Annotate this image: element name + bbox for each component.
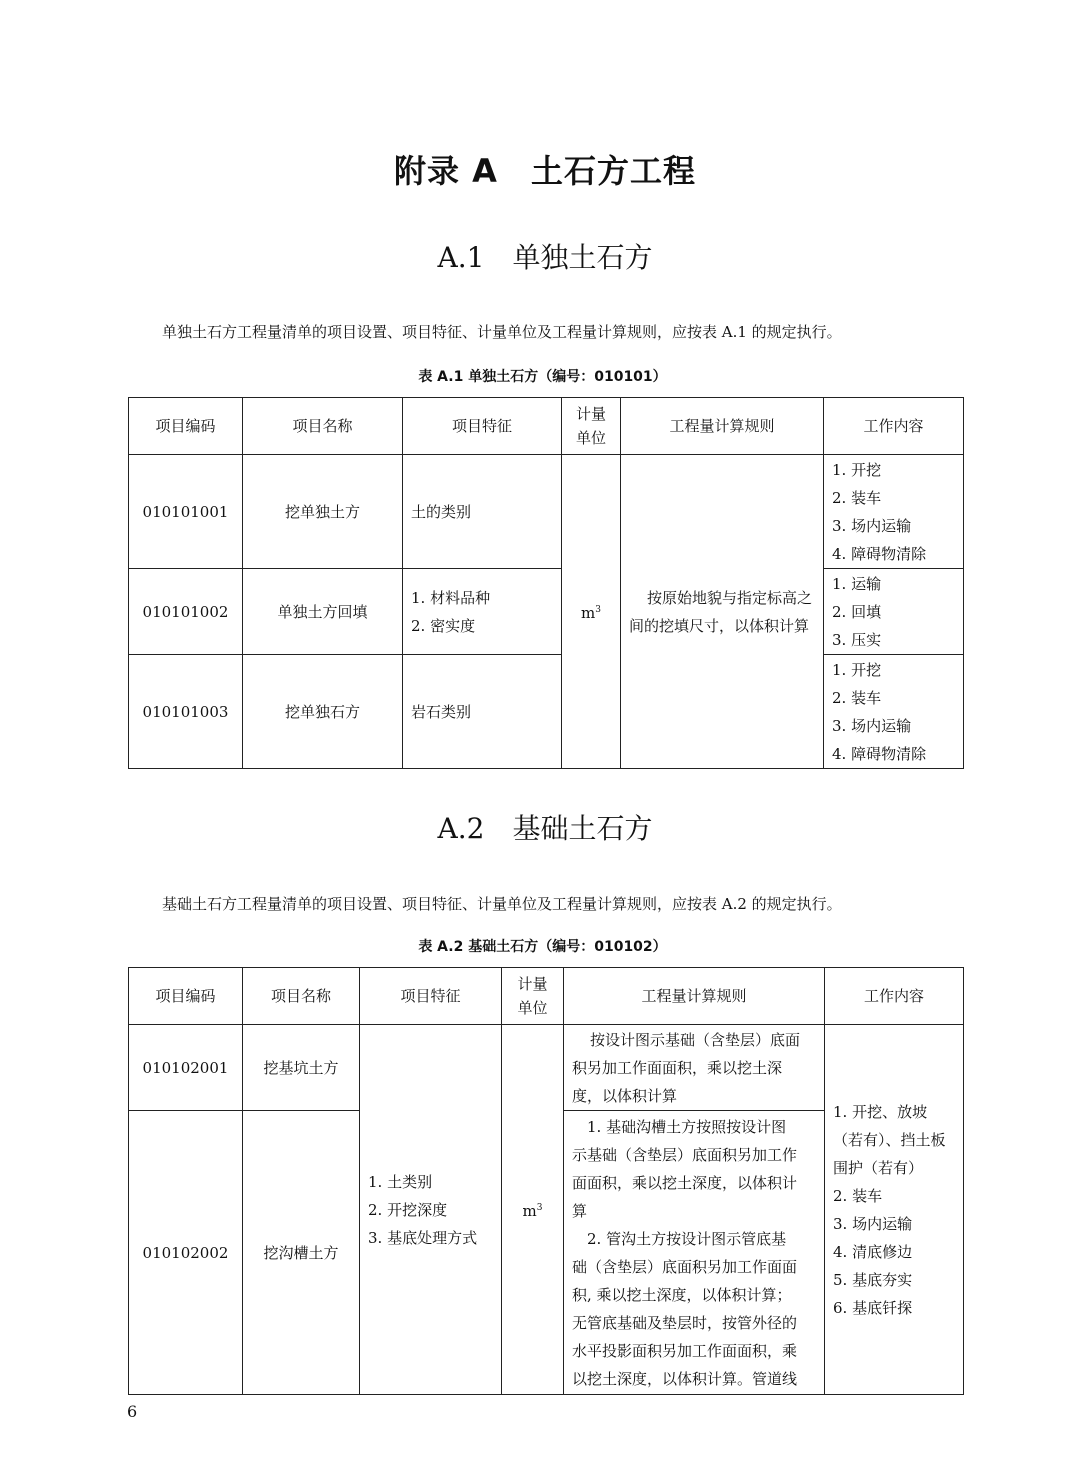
appendix-title: 附录 A 土石方工程 xyxy=(394,152,696,190)
header-code: 项目编码 xyxy=(129,968,243,1025)
header-code: 项目编码 xyxy=(129,398,243,455)
table-row xyxy=(129,569,964,655)
unit-superscript: 3 xyxy=(536,1203,543,1213)
item-feature xyxy=(403,655,562,769)
work-line: 3. 压实 xyxy=(832,630,882,649)
item-feature xyxy=(360,1025,502,1395)
rule-cell xyxy=(564,1111,825,1395)
unit-superscript: 3 xyxy=(595,605,601,615)
page-number: 6 xyxy=(127,1402,138,1421)
work-line: 1. 开挖、放坡（若有）、挡土板围护（若有） xyxy=(833,1102,946,1177)
work-line: 3. 场内运输 xyxy=(833,1214,913,1233)
item-feature xyxy=(403,455,562,569)
header-feature: 项目特征 xyxy=(360,968,502,1025)
work-cell xyxy=(825,1025,964,1395)
feature-line: 2. 密实度 xyxy=(411,616,476,635)
item-code: 010101003 xyxy=(129,655,243,769)
item-name: 挖单独石方 xyxy=(243,655,403,769)
header-name: 项目名称 xyxy=(243,398,403,455)
work-line: 2. 装车 xyxy=(832,488,882,507)
feature-line: 岩石类别 xyxy=(411,702,472,721)
rule-line: 积另加工作面面积，乘以挖土深 xyxy=(572,1058,783,1077)
header-rule: 工程量计算规则 xyxy=(564,968,825,1025)
work-line: 3. 场内运输 xyxy=(832,516,912,535)
table-caption-a1: 表 A.1 单独土石方（编号：010101） xyxy=(418,369,667,385)
rule-line: 无管底基础及垫层时，按管外径的 xyxy=(572,1313,798,1332)
rule-line: 础（含垫层）底面积另加工作面面 xyxy=(572,1257,798,1276)
table-header-row xyxy=(129,398,964,455)
rule-line: 积, 乘以挖土深度，以体积计算； xyxy=(572,1285,792,1304)
table-a2 xyxy=(128,967,964,1395)
rule-line: 面面积，乘以挖土深度，以体积计 xyxy=(572,1173,798,1192)
item-code: 010101002 xyxy=(129,569,243,655)
work-line: 4. 清底修边 xyxy=(833,1242,913,1261)
table-a1 xyxy=(128,397,964,769)
table-header-row xyxy=(129,968,964,1025)
unit-cell xyxy=(502,1025,564,1395)
work-cell xyxy=(824,569,964,655)
item-feature xyxy=(403,569,562,655)
item-code: 010102002 xyxy=(129,1111,243,1395)
table-row xyxy=(129,1025,964,1111)
header-feature: 项目特征 xyxy=(403,398,562,455)
header-name: 项目名称 xyxy=(243,968,360,1025)
item-name: 单独土方回填 xyxy=(243,569,403,655)
rule-line: 以挖土深度，以体积计算。管道线 xyxy=(572,1369,798,1388)
section-title-a1: A.1 单独土石方 xyxy=(437,241,653,274)
rule-cell xyxy=(564,1025,825,1111)
unit-text: m xyxy=(522,1202,537,1220)
work-line: 2. 回填 xyxy=(832,602,882,621)
work-line: 1. 开挖 xyxy=(832,460,882,479)
rule-line: 度，以体积计算 xyxy=(572,1086,678,1105)
feature-line: 2. 开挖深度 xyxy=(368,1200,448,1219)
item-code: 010101001 xyxy=(129,455,243,569)
unit-cell xyxy=(562,455,621,769)
section-title-a2: A.2 基础土石方 xyxy=(437,812,653,845)
work-cell xyxy=(824,655,964,769)
item-name: 挖基坑土方 xyxy=(243,1025,360,1111)
feature-line: 土的类别 xyxy=(411,502,472,521)
header-work: 工作内容 xyxy=(825,968,964,1025)
feature-line: 1. 土类别 xyxy=(368,1172,433,1191)
work-line: 4. 障碍物清除 xyxy=(832,744,927,763)
header-unit: 计量 单位 xyxy=(562,398,621,455)
item-name: 挖沟槽土方 xyxy=(243,1111,360,1395)
header-rule: 工程量计算规则 xyxy=(621,398,824,455)
intro-a1: 单独土石方工程量清单的项目设置、项目特征、计量单位及工程量计算规则，应按表 A.1 的规定执行。 xyxy=(162,323,842,341)
work-cell xyxy=(824,455,964,569)
unit-text: m xyxy=(581,604,596,622)
work-line: 6. 基底钎探 xyxy=(833,1298,913,1317)
intro-a2: 基础土石方工程量清单的项目设置、项目特征、计量单位及工程量计算规则，应按表 A.2 的规定执行。 xyxy=(162,895,842,913)
work-line: 4. 障碍物清除 xyxy=(832,544,927,563)
rule-line: 水平投影面积另加工作面面积，乘 xyxy=(572,1341,798,1360)
work-line: 1. 运输 xyxy=(832,574,882,593)
rule-cell: 按原始地貌与指定标高之间的挖填尺寸，以体积计算 xyxy=(621,455,824,769)
rule-line: 2. 管沟土方按设计图示管底基 xyxy=(572,1229,787,1248)
work-line: 1. 开挖 xyxy=(832,660,882,679)
work-line: 5. 基底夯实 xyxy=(833,1270,913,1289)
table-caption-a2: 表 A.2 基础土石方（编号：010102） xyxy=(418,939,667,955)
work-line: 3. 场内运输 xyxy=(832,716,912,735)
table-row xyxy=(129,655,964,769)
rule-line: 按设计图示基础（含垫层）底面 xyxy=(590,1030,801,1049)
rule-line: 示基础（含垫层）底面积另加工作 xyxy=(572,1145,798,1164)
item-name: 挖单独土方 xyxy=(243,455,403,569)
work-line: 2. 装车 xyxy=(833,1186,883,1205)
header-work: 工作内容 xyxy=(824,398,964,455)
rule-line: 1. 基础沟槽土方按照按设计图 xyxy=(572,1117,787,1136)
work-line: 2. 装车 xyxy=(832,688,882,707)
item-code: 010102001 xyxy=(129,1025,243,1111)
table-row xyxy=(129,455,964,569)
header-unit: 计量 单位 xyxy=(502,968,564,1025)
rule-line: 算 xyxy=(572,1201,588,1220)
feature-line: 3. 基底处理方式 xyxy=(368,1228,478,1247)
feature-line: 1. 材料品种 xyxy=(411,588,491,607)
